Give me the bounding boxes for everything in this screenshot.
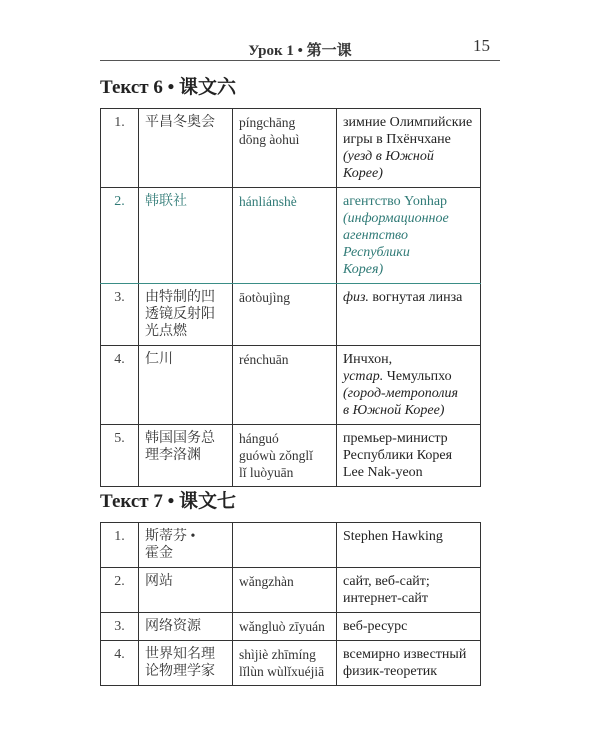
pinyin-line: lǐlùn wùlǐxuéjiā (239, 664, 325, 679)
russian-translation (337, 109, 481, 188)
row-number: 4. (101, 641, 139, 686)
translation-line (343, 663, 475, 680)
pinyin-cell (233, 188, 337, 284)
translation-line (343, 193, 475, 210)
pinyin-line: dōng àohuì (239, 132, 300, 147)
row-number: 4. (101, 346, 139, 425)
row-number: 1. (101, 523, 139, 568)
translation-line (343, 646, 475, 663)
page-number: 15 (473, 36, 490, 55)
abbreviation-label: устар. (343, 369, 384, 384)
translation-text: премьер-министр (343, 431, 448, 446)
translation-line (343, 430, 475, 447)
translation-text: (информационное (343, 211, 449, 226)
translation-text: (город-метрополия (343, 386, 459, 401)
table-row (101, 613, 481, 641)
russian-translation (337, 523, 481, 568)
chinese-term: 韩联社 (139, 188, 233, 284)
translation-line (343, 131, 475, 148)
chinese-term: 由特制的凹透镜反射阳光点燃 (139, 284, 233, 346)
pinyin-cell (233, 568, 337, 613)
row-number: 3. (101, 613, 139, 641)
translation-line (343, 385, 475, 402)
translation-line (343, 227, 475, 261)
russian-translation (337, 613, 481, 641)
section-title-text-7: Текст 7 • 课文七 (100, 491, 237, 512)
russian-translation (337, 425, 481, 487)
vocab-table-text-6 (100, 108, 481, 487)
chinese-term: 斯蒂芬 • 霍金 (139, 523, 233, 568)
russian-translation (337, 346, 481, 425)
russian-translation (337, 641, 481, 686)
page-header (100, 30, 500, 61)
chinese-term: 韩国国务总理李洛渊 (139, 425, 233, 487)
translation-line (343, 289, 475, 306)
pinyin-cell (233, 641, 337, 686)
pinyin-cell (233, 284, 337, 346)
translation-line (343, 447, 475, 464)
pinyin-line: rénchuān (239, 352, 289, 367)
translation-text: зимние Олимпийские (343, 115, 473, 130)
row-number: 2. (101, 568, 139, 613)
chinese-term: 仁川 (139, 346, 233, 425)
row-number: 3. (101, 284, 139, 346)
translation-line (343, 528, 475, 545)
running-head: Урок 1 • 第一课 (248, 43, 352, 59)
russian-translation (337, 284, 481, 346)
translation-line (343, 590, 475, 607)
pinyin-line: lǐ luòyuān (239, 465, 294, 480)
translation-line (343, 114, 475, 131)
russian-translation (337, 568, 481, 613)
translation-text: интернет-сайт (343, 591, 429, 606)
translation-line (343, 402, 475, 419)
pinyin-line: hánliánshè (239, 194, 297, 209)
pinyin-line: píngchāng (239, 115, 296, 130)
vocab-table-text-7 (100, 522, 481, 686)
pinyin-line: āotòujìng (239, 290, 290, 305)
translation-line (343, 210, 475, 227)
translation-line (343, 261, 475, 278)
pinyin-line: shìjiè zhīmíng (239, 647, 316, 662)
translation-text: веб-ресурс (343, 619, 408, 634)
translation-text: Lee Nak-yeon (343, 465, 423, 480)
translation-line (343, 368, 475, 385)
translation-text: (уезд в Южной Корее) (343, 149, 434, 181)
translation-text: в Южной Корее) (343, 403, 445, 418)
table-row (101, 109, 481, 188)
section-title-text-6: Текст 6 • 课文六 (100, 77, 237, 98)
translation-text: всемирно известный (343, 647, 467, 662)
row-number: 2. (101, 188, 139, 284)
chinese-term: 平昌冬奥会 (139, 109, 233, 188)
table-row (101, 523, 481, 568)
pinyin-cell (233, 613, 337, 641)
translation-text: сайт, веб-сайт; (343, 574, 430, 589)
translation-line (343, 573, 475, 590)
table-row (101, 346, 481, 425)
pinyin-cell (233, 425, 337, 487)
translation-text: Республики Корея (343, 448, 453, 463)
translation-text: вогнутая линза (368, 290, 463, 305)
table-row (101, 284, 481, 346)
chinese-term: 世界知名理论物理学家 (139, 641, 233, 686)
pinyin-cell (233, 109, 337, 188)
row-number: 1. (101, 109, 139, 188)
russian-translation (337, 188, 481, 284)
translation-text: агентство Yonhap (343, 194, 448, 209)
translation-text: Инчхон, (343, 352, 393, 367)
pinyin-line: guówù zǒnglǐ (239, 448, 313, 463)
pinyin-line: hánguó (239, 431, 279, 446)
table-row (101, 425, 481, 487)
row-number: 5. (101, 425, 139, 487)
abbreviation-label: физ. (343, 290, 369, 305)
chinese-term: 网络资源 (139, 613, 233, 641)
translation-text: игры в Пхёнчхане (343, 132, 451, 147)
table-row (101, 568, 481, 613)
translation-text: Корея) (343, 262, 384, 277)
translation-line (343, 148, 475, 182)
pinyin-cell (233, 523, 337, 568)
pinyin-line: wǎngluò zīyuán (239, 619, 325, 634)
translation-text: физик-теоретик (343, 664, 438, 679)
pinyin-line: wǎngzhàn (239, 574, 294, 589)
table-row (101, 641, 481, 686)
table-row (101, 188, 481, 284)
translation-line (343, 618, 475, 635)
translation-text: Чемульпхо (383, 369, 452, 384)
translation-line (343, 464, 475, 481)
translation-text: Stephen Hawking (343, 529, 443, 544)
translation-text: агентство Республики (343, 228, 410, 260)
pinyin-cell (233, 346, 337, 425)
chinese-term: 网站 (139, 568, 233, 613)
translation-line (343, 351, 475, 368)
